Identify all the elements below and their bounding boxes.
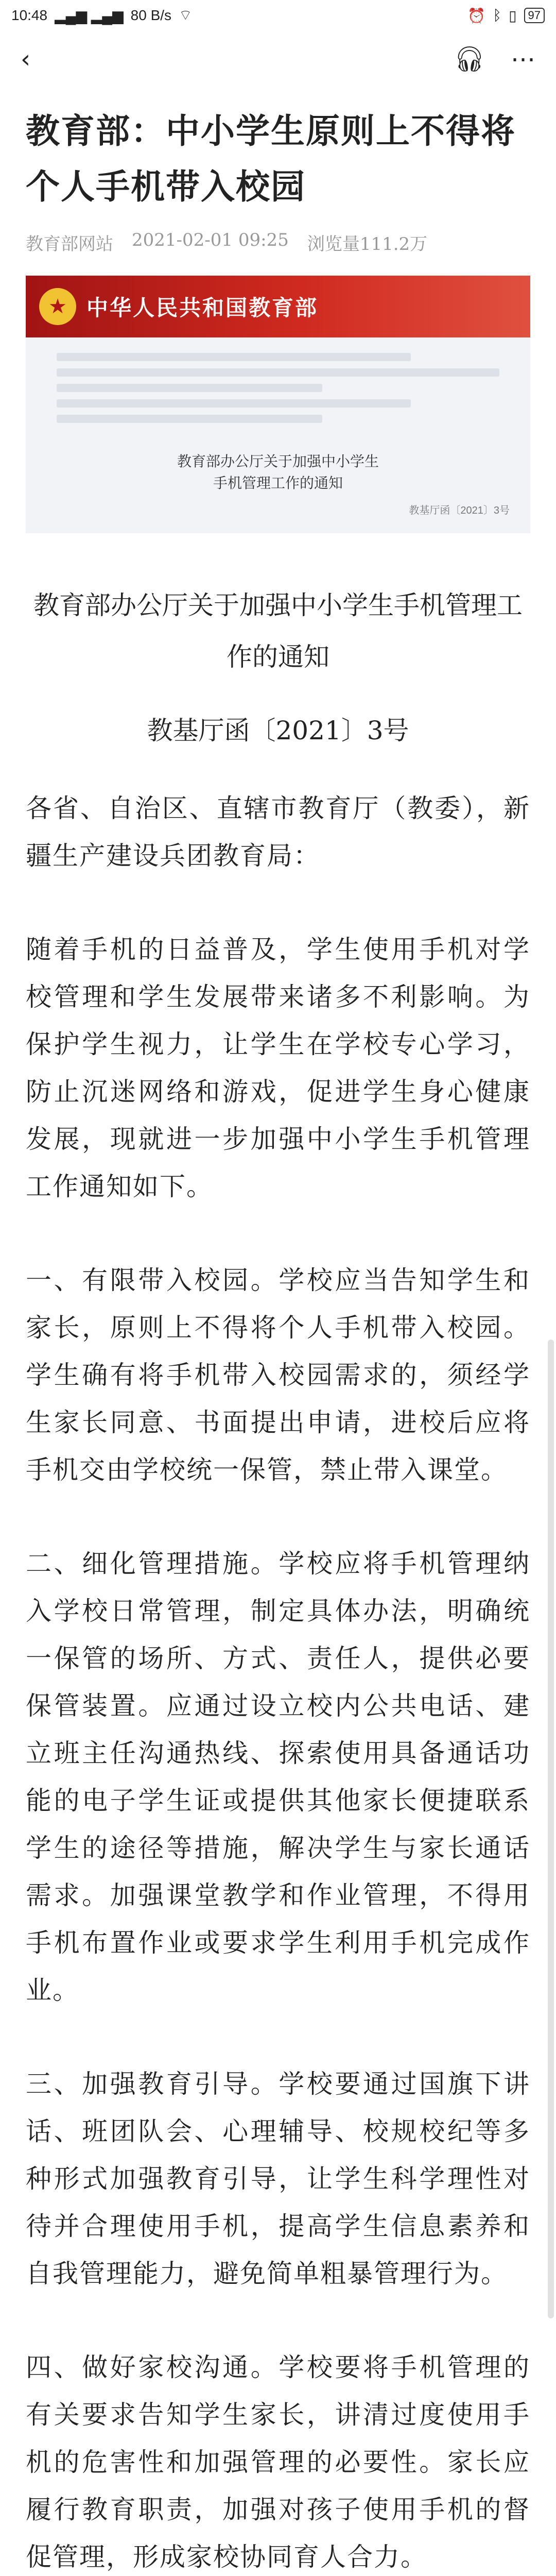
battery-indicator: 97 <box>524 8 545 23</box>
network-speed: 80 B/s <box>130 7 172 23</box>
banner-header <box>26 276 530 337</box>
article-title: 教育部：中小学生原则上不得将个人手机带入校园 <box>26 111 516 207</box>
document-number: 教基厅函〔2021〕3号 <box>147 716 409 745</box>
recipients-paragraph: 各省、自治区、直辖市教育厅（教委），新疆生产建设兵团教育局： <box>26 793 530 871</box>
national-emblem-icon: ★ <box>39 288 76 325</box>
signal-icon: ▂▄▆ ▂▄▆ <box>55 7 124 24</box>
banner-site-name: 中华人民共和国教育部 <box>86 295 319 320</box>
article-meta <box>26 230 530 255</box>
scrollbar[interactable] <box>548 1340 554 2318</box>
article-source[interactable]: 教育部网站 <box>26 234 113 255</box>
banner-doc-rows <box>57 353 499 430</box>
wifi-icon: ⌔ <box>179 7 193 23</box>
article <box>26 103 530 2576</box>
section-1-paragraph: 一、有限带入校园。学校应当告知学生和家长，原则上不得将个人手机带入校园。学生确有将手机带入校园需求的，须经学生家长同意、书面提出申请，进校后应将手机交由学校统一保管，禁止带入课堂。 <box>26 1265 530 1485</box>
nav-bar <box>0 31 556 88</box>
more-icon[interactable]: ⋯ <box>511 45 535 74</box>
document-title: 教育部办公厅关于加强中小学生手机管理工作的通知 <box>33 590 523 672</box>
banner-doc-row <box>57 368 499 377</box>
banner-caption <box>26 451 530 494</box>
intro-paragraph: 随着手机的日益普及，学生使用手机对学校管理和学生发展带来诸多不利影响。为保护学生视力，让学生在学校专心学习，防止沉迷网络和游戏，促进学生身心健康发展，现就进一步加强中小学生手机管理工作通知如下。 <box>26 935 530 1201</box>
section-3-paragraph: 三、加强教育引导。学校要通过国旗下讲话、班团队会、心理辅导、校规校纪等多种形式加强教育引导，让学生科学理性对待并合理使用手机，提高学生信息素养和自我管理能力，避免简单粗暴管理行为。 <box>26 2069 530 2289</box>
banner-doc-row <box>57 384 322 392</box>
headphones-icon[interactable]: 🎧︎ <box>454 45 485 74</box>
banner-doc-row <box>57 353 411 361</box>
vibrate-icon: ▯ <box>509 7 517 24</box>
article-banner-image[interactable] <box>26 276 530 533</box>
bluetooth-icon: ᛒ <box>493 7 502 23</box>
banner-doc-row <box>57 415 322 423</box>
status-time: 10:48 <box>11 7 48 23</box>
alarm-icon: ⏰ <box>467 7 486 24</box>
article-views: 浏览量111.2万 <box>307 234 428 255</box>
banner-caption-line: 教育部办公厅关于加强中小学生 <box>177 453 379 470</box>
article-published: 2021-02-01 09:25 <box>132 230 289 250</box>
section-2-paragraph: 二、细化管理措施。学校应将手机管理纳入学校日常管理，制定具体办法，明确统一保管的场所、方式、责任人，提供必要保管装置。应通过设立校内公共电话、建立班主任沟通热线、探索使用具备通话功能的电子学生证或提供其他家长便捷联系学生的途径等措施，解决学生与家长通话需求。加强课堂教学和作业管理，不得用手机布置作业或要求学生利用手机完成作业。 <box>26 1549 530 2005</box>
banner-doc-row <box>57 399 411 408</box>
banner-footnote: 教基厅函〔2021〕3号 <box>409 505 510 516</box>
banner-caption-line: 手机管理工作的通知 <box>213 474 343 492</box>
section-4-paragraph: 四、做好家校沟通。学校要将手机管理的有关要求告知学生家长，讲清过度使用手机的危害性和加强管理的必要性。家长应履行教育职责，加强对孩子使用手机的督促管理，形成家校协同育人合力。 <box>26 2352 530 2572</box>
chevron-left-icon[interactable]: ‹ <box>21 45 31 74</box>
status-bar <box>0 0 556 31</box>
